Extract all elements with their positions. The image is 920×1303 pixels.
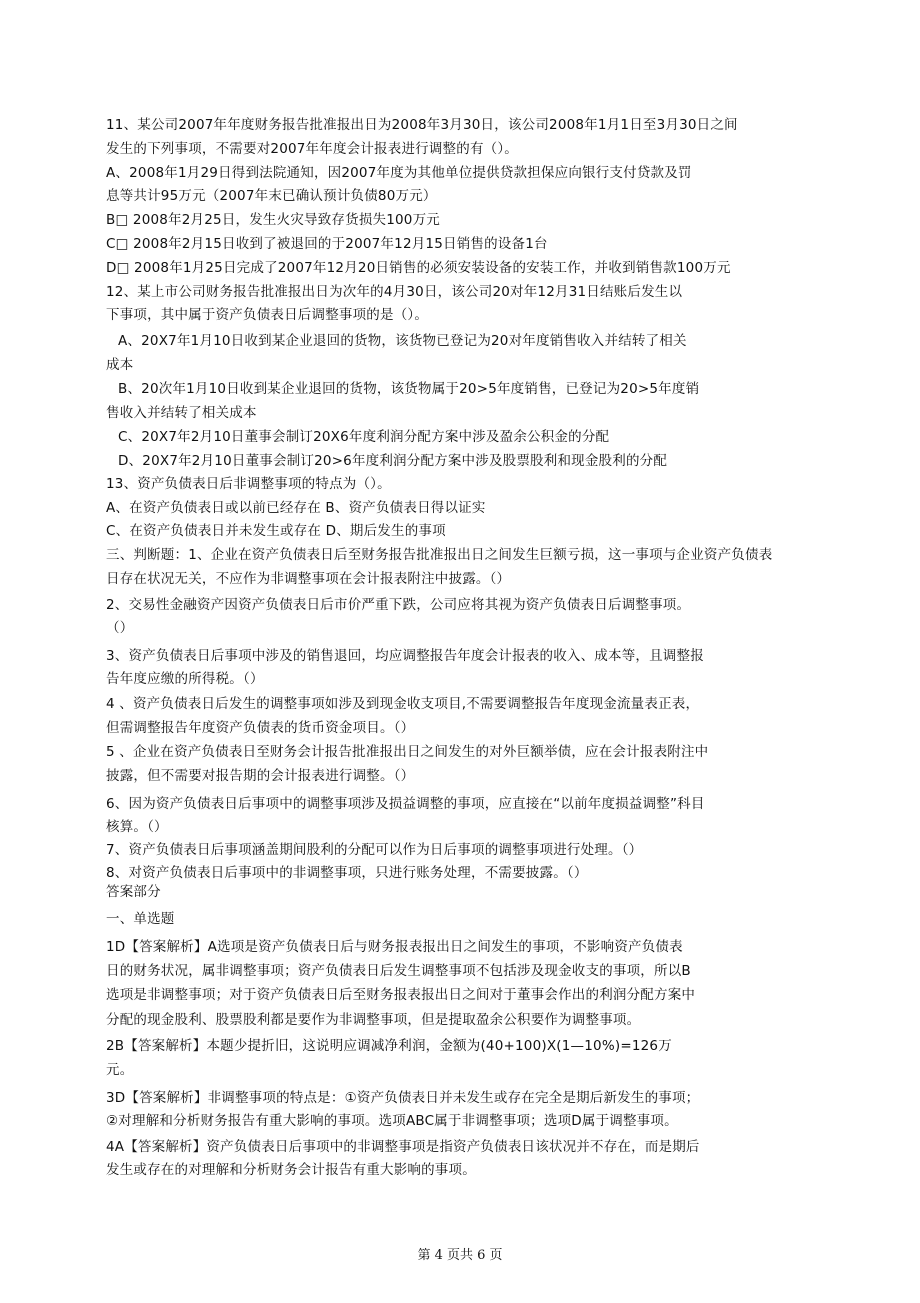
text-line: D□ 2008年1月25日完成了2007年12月20日销售的必须安装设备的安装工作，并收到销售款100万元 [106,260,731,276]
text-line: 披露，但不需要对报告期的会计报表进行调整。（） [106,768,415,784]
text-line: 息等共计95万元（2007年末已确认预计负债80万元） [106,188,437,204]
text-line: 4 、资产负债表日后发生的调整事项如涉及到现金收支项目,不需要调整报告年度现金流量表正表， [106,696,700,712]
text-line: 但需调整报告年度资产负债表的货币资金项目。（） [106,720,415,736]
text-line: 12、某上市公司财务报告批准报出日为次年的4月30日，该公司20对年12月31日结账后发生以 [106,284,683,300]
text-line: B、20次年1月10日收到某企业退回的货物，该货物属于20>5年度销售，已登记为20>5年度销 [118,381,700,397]
page-footer: 第 4 页共 6 页 [417,1248,503,1263]
section-heading: 一、单选题 [106,911,175,927]
text-line: 三、判断题：1、企业在资产负债表日后至财务报告批准报出日之间发生巨额亏损，这一事项与企业资产负债表 [106,547,773,563]
text-line: 下事项，其中属于资产负债表日后调整事项的是（）。 [106,307,429,323]
text-line: A、2008年1月29日得到法院通知，因2007年度为其他单位提供贷款担保应向银行支付贷款及罚 [106,165,692,181]
text-line: 2B【答案解析】本题少提折旧，这说明应调减净利润，金额为(40+100)X(1—10%)=126万 [106,1038,672,1054]
text-line: C□ 2008年2月15日收到了被退回的于2007年12月15日销售的设备1台 [106,236,548,252]
text-line: D、20X7年2月10日董事会制订20>6年度利润分配方案中涉及股票股利和现金股利的分配 [118,453,668,469]
text-line: C、20X7年2月10日董事会制订20X6年度利润分配方案中涉及盈余公积金的分配 [118,429,610,445]
text-line: 选项是非调整事项；对于资产负债表日后至财务报表报出日之间对于董事会作出的利润分配方案中 [106,987,696,1003]
section-heading: 答案部分 [106,884,161,900]
text-line: 发生的下列事项，不需要对2007年年度会计报表进行调整的有（）。 [106,141,519,157]
text-line: 5 、企业在资产负债表日至财务会计报告批准报出日之间发生的对外巨额举债，应在会计报表附注中 [106,744,709,760]
text-line: 元。 [106,1062,134,1078]
text-line: 日的财务状况，属非调整事项；资产负债表日后发生调整事项不包括涉及现金收支的事项，所以B [106,963,691,979]
text-line: A、20X7年1月10日收到某企业退回的货物，该货物已登记为20对年度销售收入并结转了相关 [118,333,687,349]
text-line: 告年度应缴的所得税。（） [106,671,264,687]
text-line: B□ 2008年2月25日，发生火灾导致存货损失100万元 [106,212,440,228]
text-line: 2、交易性金融资产因资产负债表日后市价严重下跌，公司应将其视为资产负债表日后调整事项。 [106,597,691,613]
text-line: A、在资产负债表日或以前已经存在 B、资产负债表日得以证实 [106,500,486,516]
text-line: 日存在状况无关，不应作为非调整事项在会计报表附注中披露。（） [106,571,511,587]
text-line: 3D【答案解析】非调整事项的特点是：①资产负债表日并未发生或存在完全是期后新发生的事项； [106,1090,700,1106]
text-line: 核算。（） [106,819,168,835]
text-line: 11、某公司2007年年度财务报告批准报出日为2008年3月30日，该公司2008年1月1日至3月30日之间 [106,117,738,133]
text-line: ②对理解和分析财务报告有重大影响的事项。选项ABC属于非调整事项；选项D属于调整事项。 [106,1113,678,1129]
text-line: 售收入并结转了相关成本 [106,405,257,421]
text-line: 分配的现金股利、股票股利都是要作为非调整事项，但是提取盈余公积要作为调整事项。 [106,1012,641,1028]
text-line: 7、资产负债表日后事项涵盖期间股利的分配可以作为日后事项的调整事项进行处理。（） [106,842,643,858]
text-line: （） [106,620,134,636]
text-line: 4A【答案解析】资产负债表日后事项中的非调整事项是指资产负债表日该状况并不存在，而是期后 [106,1139,700,1155]
text-line: 1D【答案解析】A选项是资产负债表日后与财务报表报出日之间发生的事项，不影响资产负债表 [106,939,683,955]
text-line: 8、对资产负债表日后事项中的非调整事项，只进行账务处理，不需要披露。（） [106,865,588,881]
text-line: 13、资产负债表日后非调整事项的特点为（）。 [106,476,391,492]
text-line: 成本 [106,357,134,373]
text-line: 6、因为资产负债表日后事项中的调整事项涉及损益调整的事项，应直接在“以前年度损益调整”科目 [106,796,705,812]
text-line: 发生或存在的对理解和分析财务会计报告有重大影响的事项。 [106,1162,476,1178]
text-line: C、在资产负债表日并未发生或存在 D、期后发生的事项 [106,523,446,539]
text-line: 3、资产负债表日后事项中涉及的销售退回，均应调整报告年度会计报表的收入、成本等，且调整报 [106,648,704,664]
